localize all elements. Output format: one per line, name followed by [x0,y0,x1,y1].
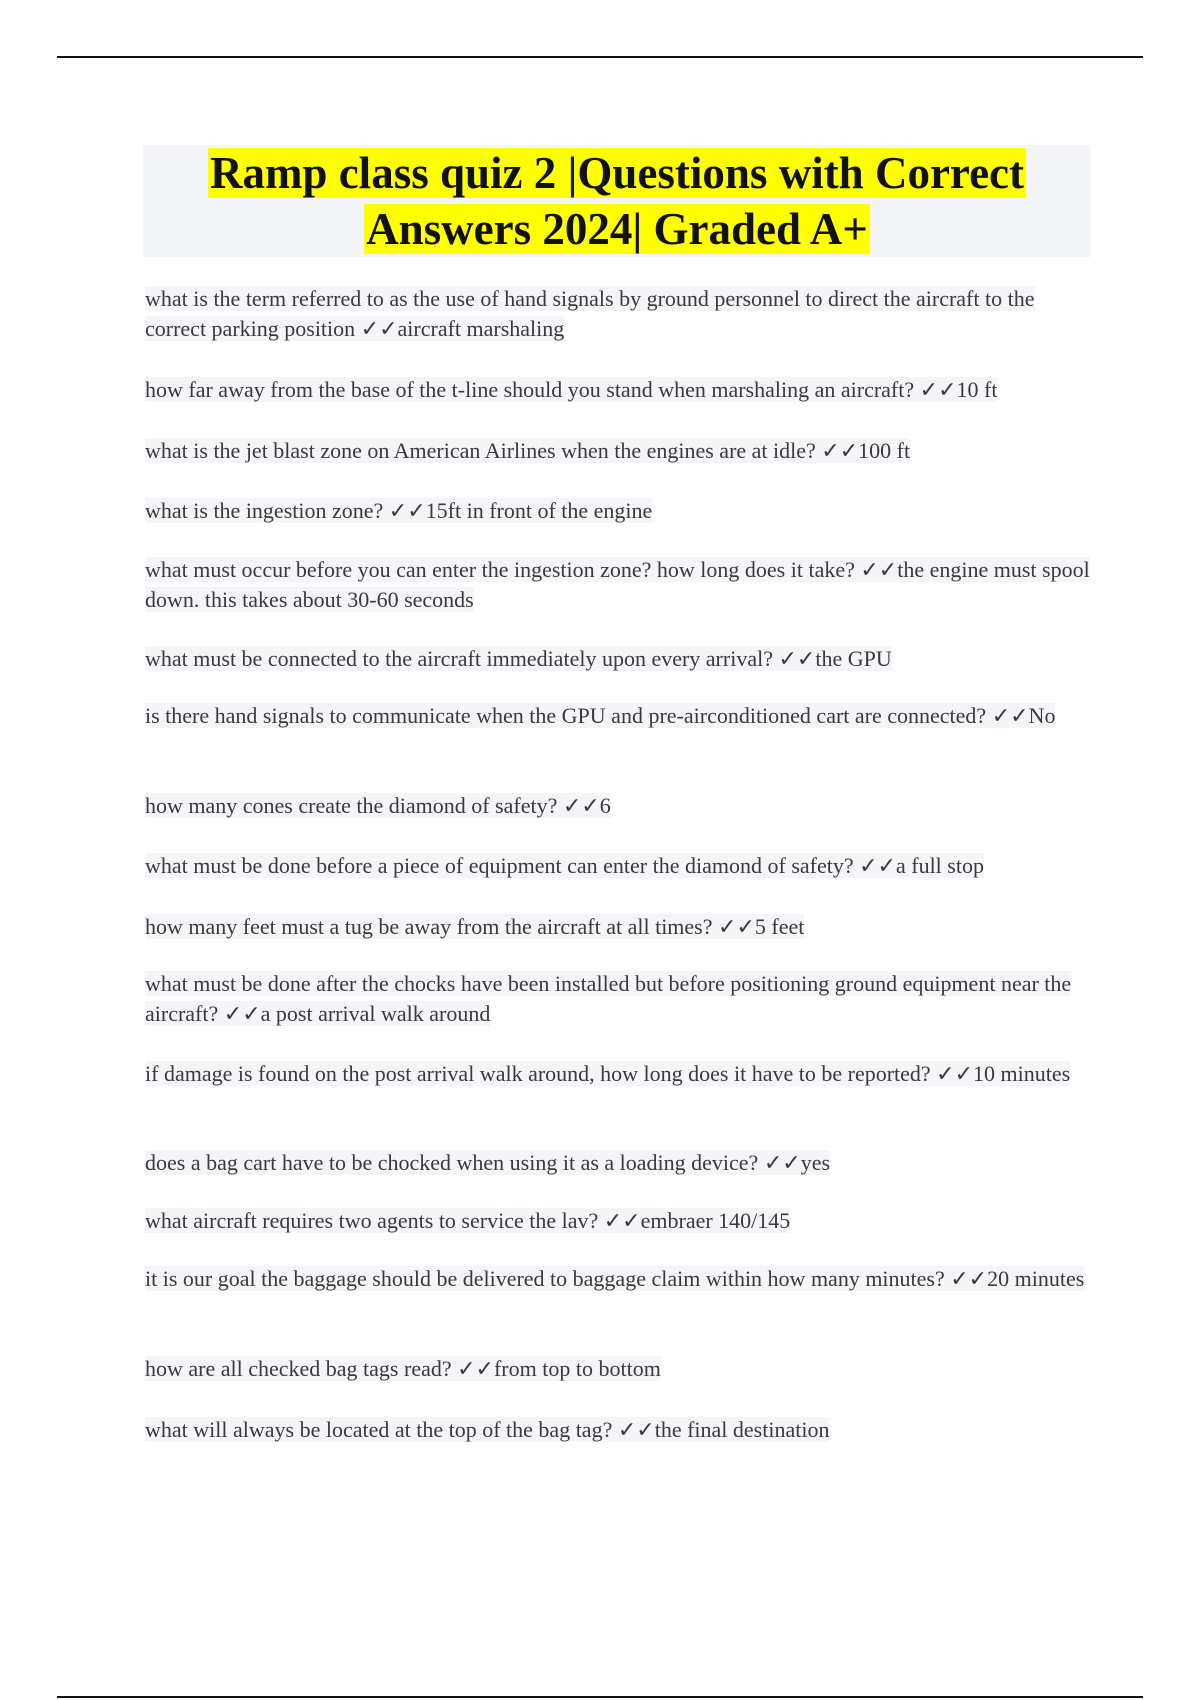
qa-item: what is the ingestion zone? ✓✓15ft in front of the engine [145,498,653,523]
qa-item: what aircraft requires two agents to service the lav? ✓✓embraer 140/145 [145,1208,791,1233]
bottom-rule [57,1696,1143,1698]
qa-item: what must be done after the chocks have been installed but before positioning ground equipment near the aircraft? ✓✓a post arrival walk around [145,971,1072,1026]
title-line-1: Ramp class quiz 2 |Questions with Correct [209,148,1025,198]
qa-item: what must be connected to the aircraft immediately upon every arrival? ✓✓the GPU [145,646,892,671]
document-title [143,145,1091,257]
qa-item: what will always be located at the top of the bag tag? ✓✓the final destination [145,1417,830,1442]
qa-item: how many cones create the diamond of safety? ✓✓6 [145,793,611,818]
qa-item: it is our goal the baggage should be delivered to baggage claim within how many minutes? ✓✓20 minutes [145,1266,1085,1291]
qa-item: how are all checked bag tags read? ✓✓from top to bottom [145,1356,661,1381]
qa-item: how many feet must a tug be away from the aircraft at all times? ✓✓5 feet [145,914,805,939]
qa-item: is there hand signals to communicate when the GPU and pre-airconditioned cart are connected? ✓✓No [145,703,1056,728]
qa-item: what is the term referred to as the use of hand signals by ground personnel to direct the aircraft to the correct parking position ✓✓aircraft marshaling [145,286,1035,341]
qa-item: what must be done before a piece of equipment can enter the diamond of safety? ✓✓a full stop [145,853,984,878]
qa-item: what must occur before you can enter the ingestion zone? how long does it take? ✓✓the engine must spool down. this takes about 30-60 seconds [145,557,1090,612]
qa-item: how far away from the base of the t-line should you stand when marshaling an aircraft? ✓✓10 ft [145,377,998,402]
qa-item: what is the jet blast zone on American Airlines when the engines are at idle? ✓✓100 ft [145,438,911,463]
top-rule [57,56,1143,58]
qa-item: if damage is found on the post arrival walk around, how long does it have to be reported? ✓✓10 minutes [145,1061,1071,1086]
qa-item: does a bag cart have to be chocked when using it as a loading device? ✓✓yes [145,1150,831,1175]
title-line-2: Answers 2024| Graded A+ [366,204,868,254]
